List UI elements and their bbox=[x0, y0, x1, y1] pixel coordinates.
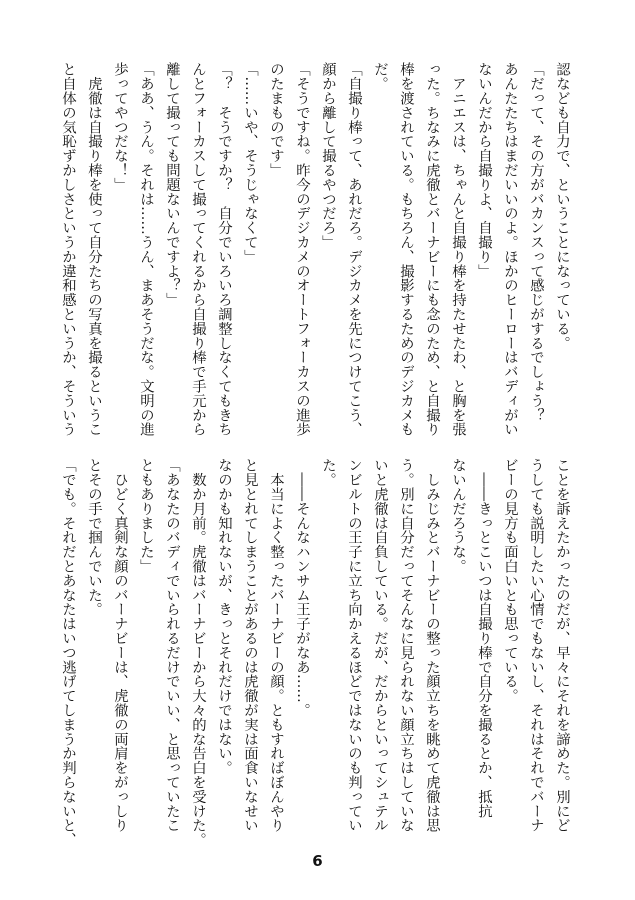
text-line: ビーの見方も面白いとも思っている。 bbox=[502, 458, 518, 703]
text-line: ないんだろうな。 bbox=[450, 458, 466, 574]
text-line: 数か月前。虎徹はバーナビーから大々的な告白を受けた。 bbox=[190, 458, 206, 847]
text-line: 「自撮り棒って、あれだろ。デジカメを先につけてこう、 bbox=[346, 62, 362, 437]
text-line: 本当によく整ったバーナビーの顔。ともすればぼんやり bbox=[268, 458, 284, 833]
text-line: 「ああ、うん。それは……うん、まあそうだな。文明の進 bbox=[138, 62, 154, 437]
text-line: とその手で掴んでいた。 bbox=[86, 458, 102, 617]
text-line: いと虎徹は自負している。だが、だからといってシュテル bbox=[372, 458, 388, 833]
text-line: 認なども自力で、ということになっている。 bbox=[554, 62, 570, 350]
text-line: 「そうですね。昨今のデジカメのオートフォーカスの進歩 bbox=[294, 62, 310, 437]
text-line: った。ちなみに虎徹とバーナビーにも念のため、と自撮り bbox=[424, 62, 440, 437]
text-line: あんたたちはまだいいのよ。ほかのヒーローはバディがい bbox=[502, 62, 518, 437]
text-line: ないんだから自撮りよ、自撮り」 bbox=[476, 62, 492, 278]
text-line: うしても説明したい心情でもないし、それはそれでバーナ bbox=[528, 458, 544, 833]
text-line: 「……いや、そうじゃなくて」 bbox=[242, 62, 258, 264]
text-line: ひどく真剣な顔のバーナビーは、虎徹の両肩をがっしり bbox=[112, 458, 128, 833]
text-line: アニエスは、ちゃんと自撮り棒を持たせたわ、と胸を張 bbox=[450, 62, 466, 437]
text-line: 顔から離して撮るやつだろ」 bbox=[320, 62, 336, 250]
text-line: と自体の気恥ずかしさというか違和感というか、そういう bbox=[60, 62, 76, 437]
text-line: ことを訴えたかったのだが、早々にそれを諦めた。別にど bbox=[554, 458, 570, 833]
lower-text-tier bbox=[55, 458, 575, 847]
text-line: 離して撮っても問題ないんですよ？」 bbox=[164, 62, 180, 307]
text-line: う。別に自分だってそんなに見られない顔立ちはしていな bbox=[398, 458, 414, 833]
page-number: 6 bbox=[312, 852, 323, 870]
text-line: んとフォーカスして撮ってくれるから自撮り棒で手元から bbox=[190, 62, 206, 437]
upper-text-tier bbox=[55, 62, 575, 442]
text-line: 棒を渡されている。もちろん、撮影するためのデジカメも bbox=[398, 62, 414, 437]
text-line: 「あなたのバディでいられるだけでいい、と思っていたこ bbox=[164, 458, 180, 833]
text-line: しみじみとバーナビーの整った顔立ちを眺めて虎徹は思 bbox=[424, 458, 440, 833]
text-line: のたまものです」 bbox=[268, 62, 284, 178]
text-line: ――きっとこいつは自撮り棒で自分を撮るとか、抵抗 bbox=[476, 458, 492, 818]
text-line: た。 bbox=[320, 458, 336, 487]
text-line: 「でも。それだとあなたはいつ逃げてしまうか判らないと、 bbox=[60, 458, 76, 847]
text-line: 歩ってやつだな！」 bbox=[112, 62, 128, 192]
text-line: ――そんなハンサム王子がなあ……。 bbox=[294, 458, 310, 718]
text-line: ともありました」 bbox=[138, 458, 154, 574]
text-line: 「？ そうですか？ 自分でいろいろ調整しなくてもきち bbox=[216, 62, 232, 437]
text-line: だ。 bbox=[372, 62, 388, 91]
text-line: 「だって、その方がバカンスって感じがするでしょう？ bbox=[528, 62, 544, 422]
text-line: 虎徹は自撮り棒を使って自分たちの写真を撮るというこ bbox=[86, 62, 102, 437]
text-line: なのかも知れないが、きっとそれだけではない。 bbox=[216, 458, 232, 775]
text-line: と見とれてしまうことがあるのは虎徹が実は面食いなせい bbox=[242, 458, 258, 833]
text-line: ンビルトの王子に立ち向かえるほどではないのも判ってい bbox=[346, 458, 362, 833]
